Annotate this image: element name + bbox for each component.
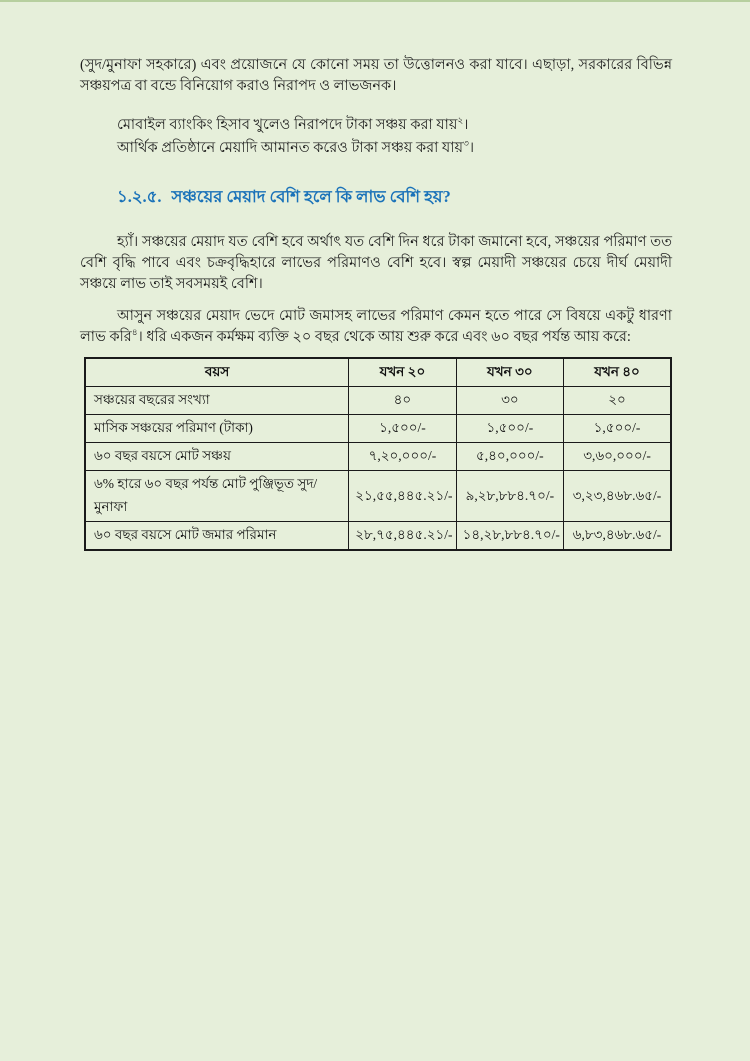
- value-cell: ১,৫০০/-: [349, 415, 456, 443]
- intro-paragraph: (সুদ/মুনাফা সহকারে) এবং প্রয়োজনে যে কোনো সময় তা উত্তোলনও করা যাবে। এছাড়া, সরকারের বিভিন্ন সঞ্চয়পত্র বা বন্ডে বিনিয়োগ করাও নিরাপদ ও লাভজনক।: [80, 57, 672, 94]
- value-cell: ২৮,৭৫,৪৪৫.২১/-: [349, 522, 456, 551]
- savings-methods-list: [117, 114, 672, 160]
- list-item-text: মোবাইল ব্যাংকিং হিসাব খুলেও নিরাপদে টাকা সঞ্চয় করা যায়: [117, 117, 458, 133]
- column-header: যখন ৩০: [456, 358, 563, 387]
- list-item-text: আর্থিক প্রতিষ্ঠানে মেয়াদি আমানত করেও টাকা সঞ্চয় করা যায়: [117, 140, 464, 156]
- table-row: [85, 387, 671, 415]
- list-item-fixed-deposit: [117, 137, 672, 160]
- value-cell: ১,৫০০/-: [564, 415, 671, 443]
- danda: ।: [468, 140, 475, 156]
- value-cell: ৫,৪০,০০০/-: [456, 443, 563, 471]
- row-label-cell: ৬০ বছর বয়সে মোট জমার পরিমান: [85, 522, 349, 551]
- page-content: [0, 2, 750, 551]
- paragraph-text: আসুন সঞ্চয়ের মেয়াদ ভেদে মোট জমাসহ লাভের পরিমাণ কেমন হতে পারে সে বিষয়ে একটু ধারণা লাভ করি: [80, 308, 672, 345]
- value-cell: ৬,৮৩,৪৬৮.৬৫/-: [564, 522, 671, 551]
- table-header-row: [85, 358, 671, 387]
- row-label-cell: ৬% হারে ৬০ বছর পর্যন্ত মোট পুঞ্জিভূত সুদ/মুনাফা: [85, 471, 349, 522]
- row-label-cell: মাসিক সঞ্চয়ের পরিমাণ (টাকা): [85, 415, 349, 443]
- row-label-cell: ৬০ বছর বয়সে মোট সঞ্চয়: [85, 443, 349, 471]
- table-row: [85, 415, 671, 443]
- column-header: যখন ৪০: [564, 358, 671, 387]
- value-cell: ৩,৬০,০০০/-: [564, 443, 671, 471]
- table-row: [85, 471, 671, 522]
- value-cell: ২১,৫৫,৪৪৫.২১/-: [349, 471, 456, 522]
- value-cell: ৩০: [456, 387, 563, 415]
- list-item-mobile-banking: [117, 114, 672, 137]
- value-cell: ৪০: [349, 387, 456, 415]
- value-cell: ১৪,২৮,৮৮৪.৭০/-: [456, 522, 563, 551]
- column-header: যখন ২০: [349, 358, 456, 387]
- value-cell: ৩,২৩,৪৬৮.৬৫/-: [564, 471, 671, 522]
- footnote-ref-4: ৪: [131, 327, 138, 338]
- table-row: [85, 443, 671, 471]
- footnote-ref-3: ৩: [463, 138, 469, 149]
- section-heading: [117, 184, 672, 211]
- value-cell: ৭,২০,০০০/-: [349, 443, 456, 471]
- footnote-ref-2: ২: [457, 115, 464, 126]
- value-cell: ২০: [564, 387, 671, 415]
- paragraph-text: । ধরি একজন কর্মক্ষম ব্যক্তি ২০ বছর থেকে আয় শুরু করে এবং ৬০ বছর পর্যন্ত আয় করে:: [137, 329, 631, 345]
- body-paragraph-example: [80, 306, 672, 348]
- table-body: [85, 387, 671, 551]
- section-number: ১.২.৫.: [117, 187, 162, 206]
- column-header: বয়স: [85, 358, 349, 387]
- table-header: [85, 358, 671, 387]
- section-title: সঞ্চয়ের মেয়াদ বেশি হলে কি লাভ বেশি হয়?: [171, 187, 451, 206]
- table-row: [85, 522, 671, 551]
- savings-table: [84, 357, 672, 551]
- danda: ।: [463, 117, 469, 133]
- value-cell: ৯,২৮,৮৮৪.৭০/-: [456, 471, 563, 522]
- row-label-cell: সঞ্চয়ের বছরের সংখ্যা: [85, 387, 349, 415]
- value-cell: ১,৫০০/-: [456, 415, 563, 443]
- body-paragraph-duration: হ্যাঁ। সঞ্চয়ের মেয়াদ যত বেশি হবে অর্থাৎ যত বেশি দিন ধরে টাকা জমানো হবে, সঞ্চয়ের পরিমাণ তত বেশি বৃদ্ধি পাবে এবং চক্রবৃদ্ধিহারে লাভের পরিমাণও বেশি হবে। স্বল্প মেয়াদী সঞ্চয়ের চেয়ে দীর্ঘ মেয়াদী সঞ্চয়ে লাভ তাই সবসময়ই বেশি।: [80, 234, 672, 292]
